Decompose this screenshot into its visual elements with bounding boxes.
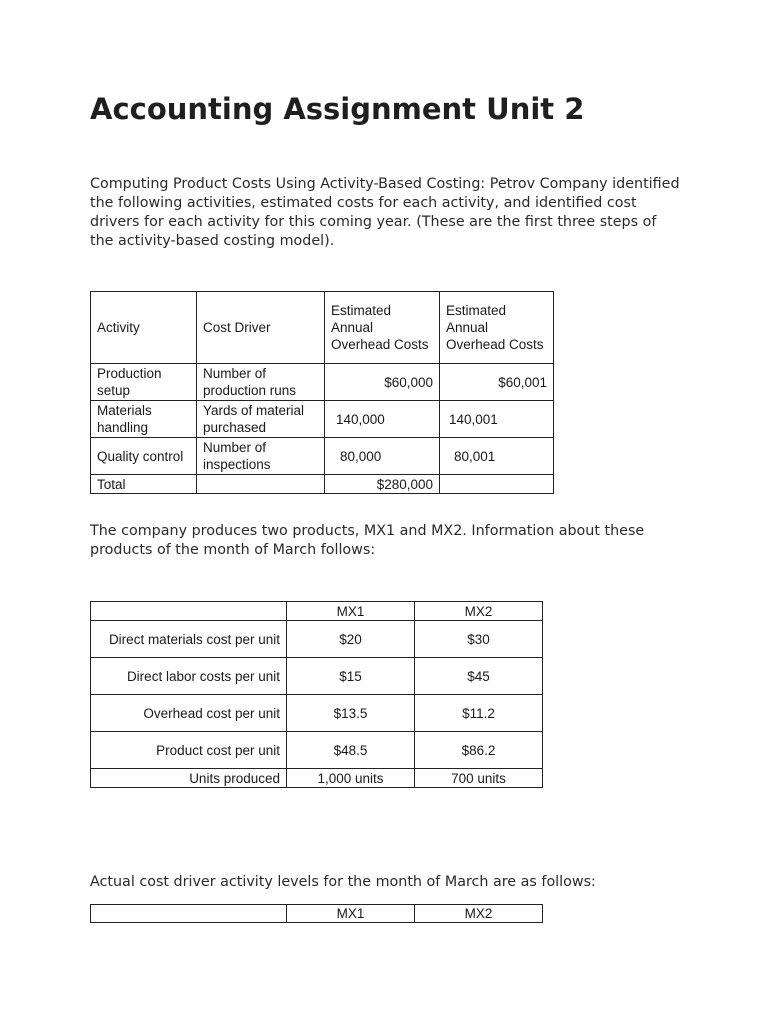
mx2-cell: $30 [415, 621, 543, 658]
table-row [91, 769, 543, 788]
table-row [91, 401, 554, 438]
page-title: Accounting Assignment Unit 2 [90, 92, 585, 126]
cost-b-cell: $60,001 [440, 364, 554, 401]
header-blank [91, 905, 287, 923]
table-total-row [91, 475, 554, 494]
row-label: Units produced [91, 769, 287, 788]
row-label: Overhead cost per unit [91, 695, 287, 732]
table-header-row [91, 905, 543, 923]
table-row [91, 658, 543, 695]
product-cost-table [90, 601, 543, 788]
driver-cell: Number of production runs [197, 364, 325, 401]
mx2-cell: 700 units [415, 769, 543, 788]
header-cost-driver: Cost Driver [197, 292, 325, 364]
header-mx1: MX1 [287, 602, 415, 621]
cost-a-cell: $60,000 [325, 364, 440, 401]
cost-a-cell: 140,000 [325, 401, 440, 438]
table-row [91, 621, 543, 658]
table-row [91, 438, 554, 475]
mx1-cell: $15 [287, 658, 415, 695]
mx1-cell: $48.5 [287, 732, 415, 769]
activity-cell: Production setup [91, 364, 197, 401]
products-paragraph: The company produces two products, MX1 and MX2. Information about these products of the month of March follows: [90, 523, 645, 558]
total-cost-a-cell: $280,000 [325, 475, 440, 494]
table-header-row [91, 602, 543, 621]
activity-cell: Quality control [91, 438, 197, 475]
header-blank [91, 602, 287, 621]
mx1-cell: $20 [287, 621, 415, 658]
mx1-cell: $13.5 [287, 695, 415, 732]
intro-paragraph: Computing Product Costs Using Activity-Based Costing: Petrov Company identified the following activities, estimated costs for each activity, and identified cost drivers for each activity for this coming year. (These are the first three steps of the activity-based costing model). [90, 176, 680, 249]
activity-cost-table [90, 291, 554, 494]
row-label: Direct materials cost per unit [91, 621, 287, 658]
cost-a-cell: 80,000 [325, 438, 440, 475]
header-mx2: MX2 [415, 905, 543, 923]
table-header-row [91, 292, 554, 364]
table-row [91, 732, 543, 769]
actual-driver-table [90, 904, 543, 923]
total-cost-b-cell [440, 475, 554, 494]
total-driver-cell [197, 475, 325, 494]
actual-activity-paragraph: Actual cost driver activity levels for the month of March are as follows: [90, 874, 596, 890]
header-estimated-cost-a: Estimated Annual Overhead Costs [325, 292, 440, 364]
header-activity: Activity [91, 292, 197, 364]
table-row [91, 364, 554, 401]
row-label: Direct labor costs per unit [91, 658, 287, 695]
table-row [91, 695, 543, 732]
driver-cell: Number of inspections [197, 438, 325, 475]
cost-b-cell: 80,001 [440, 438, 554, 475]
activity-cell: Materials handling [91, 401, 197, 438]
header-estimated-cost-b: Estimated Annual Overhead Costs [440, 292, 554, 364]
mx2-cell: $11.2 [415, 695, 543, 732]
mx1-cell: 1,000 units [287, 769, 415, 788]
header-mx2: MX2 [415, 602, 543, 621]
mx2-cell: $45 [415, 658, 543, 695]
header-mx1: MX1 [287, 905, 415, 923]
row-label: Product cost per unit [91, 732, 287, 769]
total-label-cell: Total [91, 475, 197, 494]
mx2-cell: $86.2 [415, 732, 543, 769]
cost-b-cell: 140,001 [440, 401, 554, 438]
driver-cell: Yards of material purchased [197, 401, 325, 438]
